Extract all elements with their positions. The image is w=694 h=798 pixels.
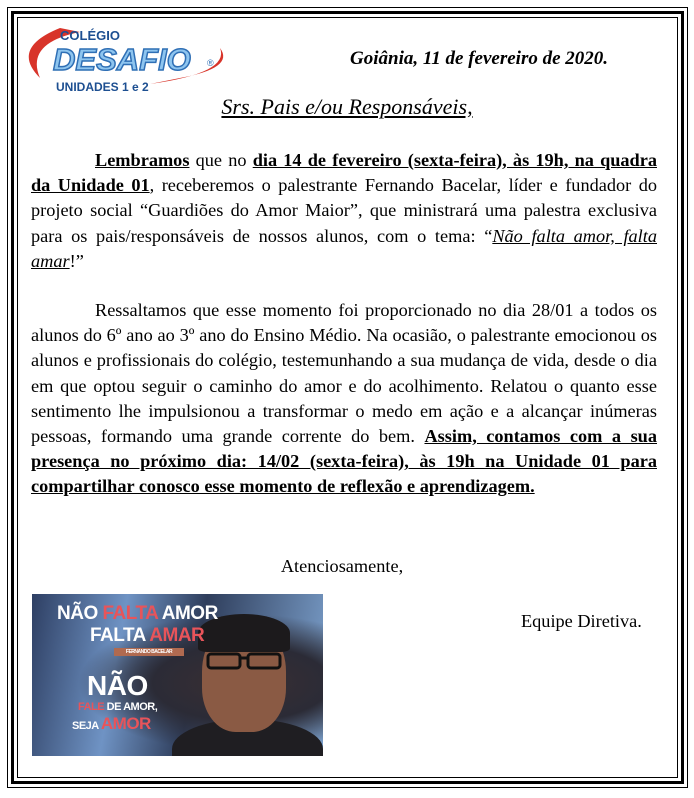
paragraph-details: Ressaltamos que esse momento foi proporcionado no dia 28/01 a todos os alunos do 6º ano ao 3º ano do Ensino Médio. Na ocasião, o palestrante emocionou os alunos e profissionais do colégio, testemunhando a sua mudança de vida, desde o dia em que optou seguir o caminho do amor e do acolhimento. Relatou o quanto esse sentimento lhe impulsionou a transformar o medo em ação e a alcançar inúmeras pessoas, formando uma grande corrente do bem. Assim, contamos com a sua presença no próximo dia: 14/02 (sexta-feira), às 19h na Unidade 01 para compartilhar conosco esse momento de reflexão e aprendizagem. [31, 300, 657, 497]
logo-registered: ® [207, 58, 214, 68]
closing: Atenciosamente, [280, 556, 404, 576]
speaker-photo [32, 594, 323, 756]
photo-byline: FERNANDO BACELAR [114, 648, 184, 656]
paragraph-announcement: Lembramos que no dia 14 de fevereiro (sexta-feira), às 19h, na quadra da Unidade 01, receberemos o palestrante Fernando Bacelar, líder e fundador do projeto social “Guardiões do Amor Maior”, que ministrará uma palestra exclusiva para os pais/responsáveis de nossos alunos, com o tema: “Não falta amor, falta amar!” [31, 150, 657, 271]
photo-fale-line: FALE DE AMOR, [78, 701, 158, 713]
letter-date: Goiânia, 11 de fevereiro de 2020. [350, 48, 609, 69]
photo-big-text: NÃO [87, 670, 148, 701]
signature: Equipe Diretiva. [521, 611, 642, 631]
colegio-desafio-logo [20, 18, 235, 98]
salutation: Srs. Pais e/ou Responsáveis, [221, 94, 473, 119]
logo-colegio: COLÉGIO [60, 28, 120, 43]
photo-seja-line: SEJA AMOR [72, 714, 151, 733]
photo-title-line1: NÃO FALTA AMOR [57, 603, 218, 624]
logo-desafio: DESAFIO [53, 42, 191, 77]
glasses-icon [204, 652, 284, 670]
logo-units: UNIDADES 1 e 2 [56, 80, 149, 94]
photo-title-line2: FALTA AMAR [90, 625, 205, 646]
